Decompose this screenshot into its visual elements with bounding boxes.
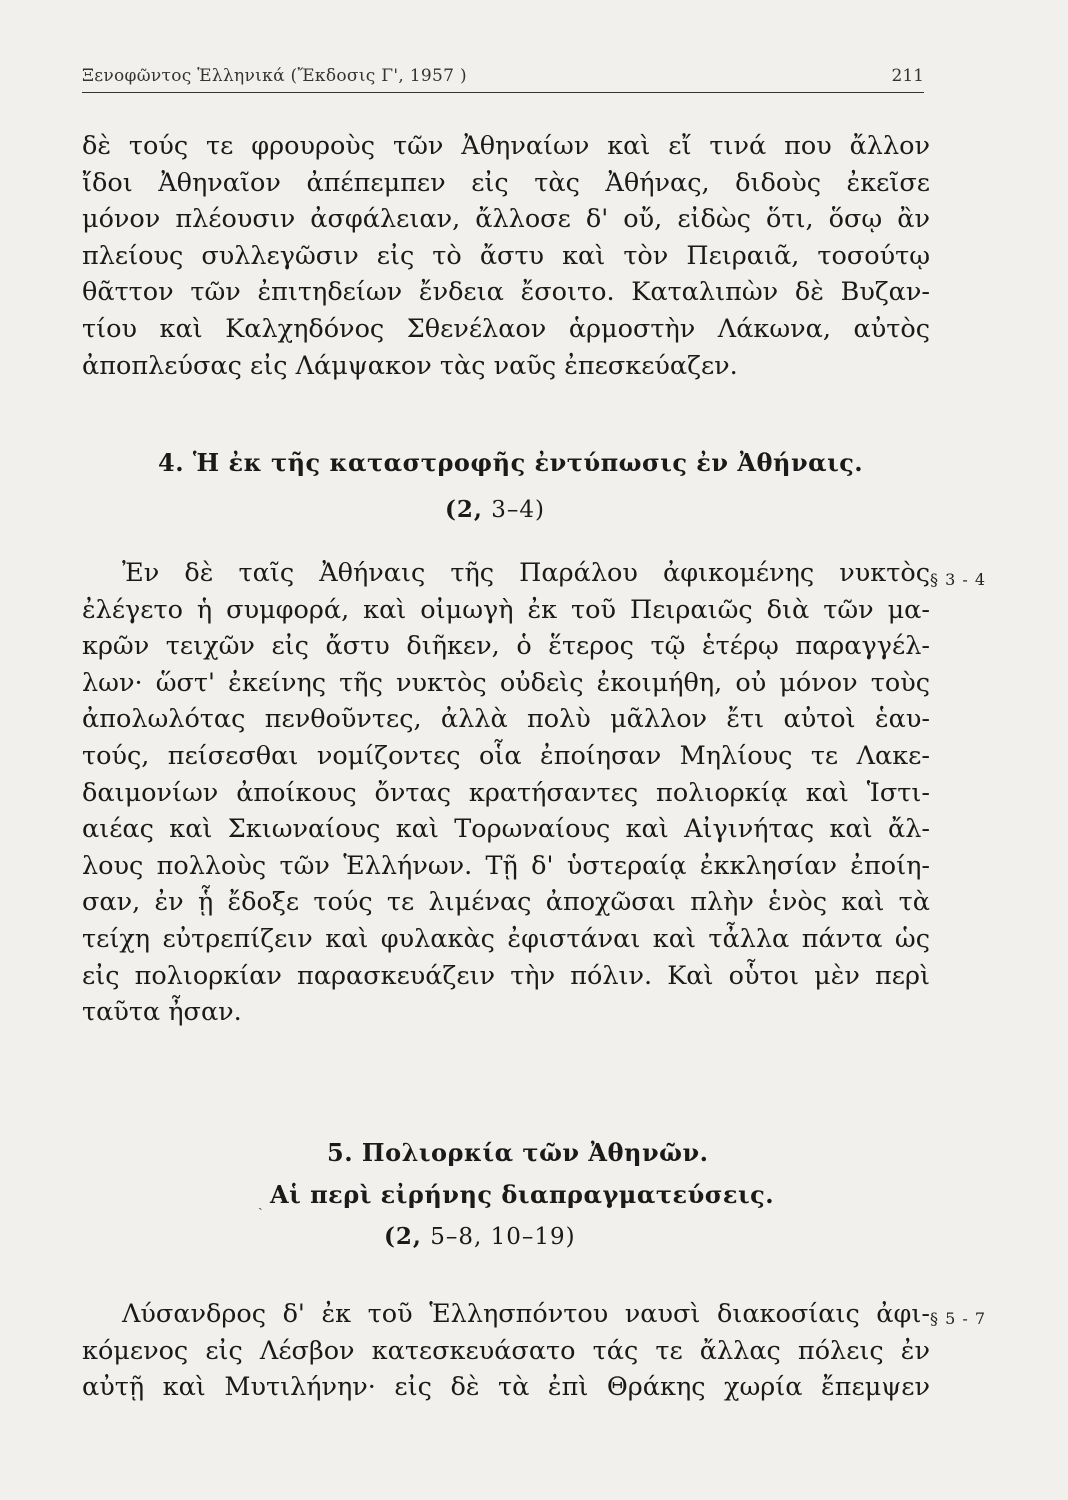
text-line: ἴδοι Ἀθηναῖον ἀπέπεμπεν εἰς τὰς Ἀθήνας, διδοὺς ἐκεῖσε (82, 167, 930, 198)
paragraph-3 (82, 1296, 930, 1406)
page-number: 211 (891, 66, 924, 86)
text-line: δαιμονίων ἀποίκους ὄντας κρατήσαντες πολιορκίᾳ καὶ Ἱστι- (82, 777, 930, 808)
text-line: αὐτῇ καὶ Μυτιλήνην· εἰς δὲ τὰ ἐπὶ Θράκης χωρία ἔπεμψεν (82, 1372, 930, 1403)
text-line: εἰς πολιορκίαν παρασκευάζειν τὴν πόλιν. Καὶ οὗτοι μὲν περὶ (82, 960, 930, 991)
text-line: ἐλέγετο ἡ συμφορά, καὶ οἰμωγὴ ἐκ τοῦ Πειραιῶς διὰ τῶν μα- (82, 594, 930, 625)
text-line: θᾶττον τῶν ἐπιτηδείων ἔνδεια ἔσοιτο. Καταλιπὼν δὲ Βυζαν- (82, 277, 930, 308)
text-line: τίου καὶ Καλχηδόνος Σθενέλαον ἁρμοστὴν Λάκωνα, αὐτὸς (82, 313, 930, 344)
paragraph-2 (82, 555, 930, 1031)
section-4-heading: 4. Ἡ ἐκ τῆς καταστροφῆς ἐντύπωσις ἐν Ἀθήναις. (158, 448, 864, 477)
section-5-reference-bold: (2, (384, 1223, 422, 1250)
text-line: ἀπολωλότας πενθοῦντες, ἀλλὰ πολὺ μᾶλλον ἔτι αὐτοὶ ἑαυ- (82, 704, 930, 735)
text-line: ἀποπλεύσας εἰς Λάμψακον τὰς ναῦς ἐπεσκεύαζεν. (82, 350, 738, 381)
text-line: τείχη εὐτρεπίζειν καὶ φυλακὰς ἐφιστάναι καὶ τἆλλα πάντα ὡς (82, 923, 930, 954)
section-5-heading: 5. Πολιορκία τῶν Ἀθηνῶν. (327, 1138, 709, 1167)
text-line: λους πολλοὺς τῶν Ἑλλήνων. Τῇ δ' ὑστεραίᾳ ἐκκλησίαν ἐποίη- (82, 850, 930, 881)
text-line: Λύσανδρος δ' ἐκ τοῦ Ἑλλησπόντου ναυσὶ διακοσίαις ἀφι- (122, 1299, 930, 1329)
print-speck: ˎ (258, 1195, 263, 1211)
text-line: αιέας καὶ Σκιωναίους καὶ Τορωναίους καὶ Αἰγινήτας καὶ ἄλ- (82, 814, 930, 845)
section-5-reference (384, 1223, 576, 1250)
section-4-reference-bold: (2, (445, 496, 483, 523)
running-title: Ξενοφῶντος Ἑλληνικά (Ἔκδοσις Γ', 1957 ) (82, 66, 467, 86)
text-line: Ἐν δὲ ταῖς Ἀθήναις τῆς Παράλου ἀφικομένης νυκτὸς (122, 558, 930, 588)
text-line: ταῦτα ἦσαν. (82, 997, 242, 1028)
section-4-reference-range: 3–4) (482, 497, 545, 523)
text-line: δὲ τούς τε φρουροὺς τῶν Ἀθηναίων καὶ εἴ τινά που ἄλλον (82, 131, 930, 161)
text-line: πλείους συλλεγῶσιν εἰς τὸ ἄστυ καὶ τὸν Πειραιᾶ, τοσούτῳ (82, 240, 930, 271)
section-4-reference (445, 496, 545, 523)
section-5-subheading: Αἱ περὶ εἰρήνης διαπραγματεύσεις. (270, 1180, 775, 1209)
margin-section-reference: § 3 - 4 (930, 570, 987, 589)
text-line: κρῶν τειχῶν εἰς ἄστυ διῆκεν, ὁ ἕτερος τῷ ἑτέρῳ παραγγέλ- (82, 631, 930, 662)
text-line: μόνον πλέουσιν ἀσφάλειαν, ἄλλοσε δ' οὔ, εἰδὼς ὅτι, ὅσῳ ἂν (82, 204, 930, 235)
text-line: σαν, ἐν ᾗ ἔδοξε τούς τε λιμένας ἀποχῶσαι πλὴν ἑνὸς καὶ τὰ (82, 887, 930, 918)
text-line: κόμενος εἰς Λέσβον κατεσκευάσατο τάς τε ἄλλας πόλεις ἐν (82, 1335, 930, 1366)
text-line: λων· ὥστ' ἐκείνης τῆς νυκτὸς οὐδεὶς ἐκοιμήθη, οὐ μόνον τοὺς (82, 667, 930, 698)
section-5-reference-range: 5–8, 10–19) (421, 1224, 576, 1250)
running-header (82, 64, 924, 93)
paragraph-1 (82, 128, 930, 384)
text-line: τούς, πείσεσθαι νομίζοντες οἷα ἐποίησαν Μηλίους τε Λακε- (82, 740, 930, 771)
margin-section-reference: § 5 - 7 (930, 1309, 987, 1328)
